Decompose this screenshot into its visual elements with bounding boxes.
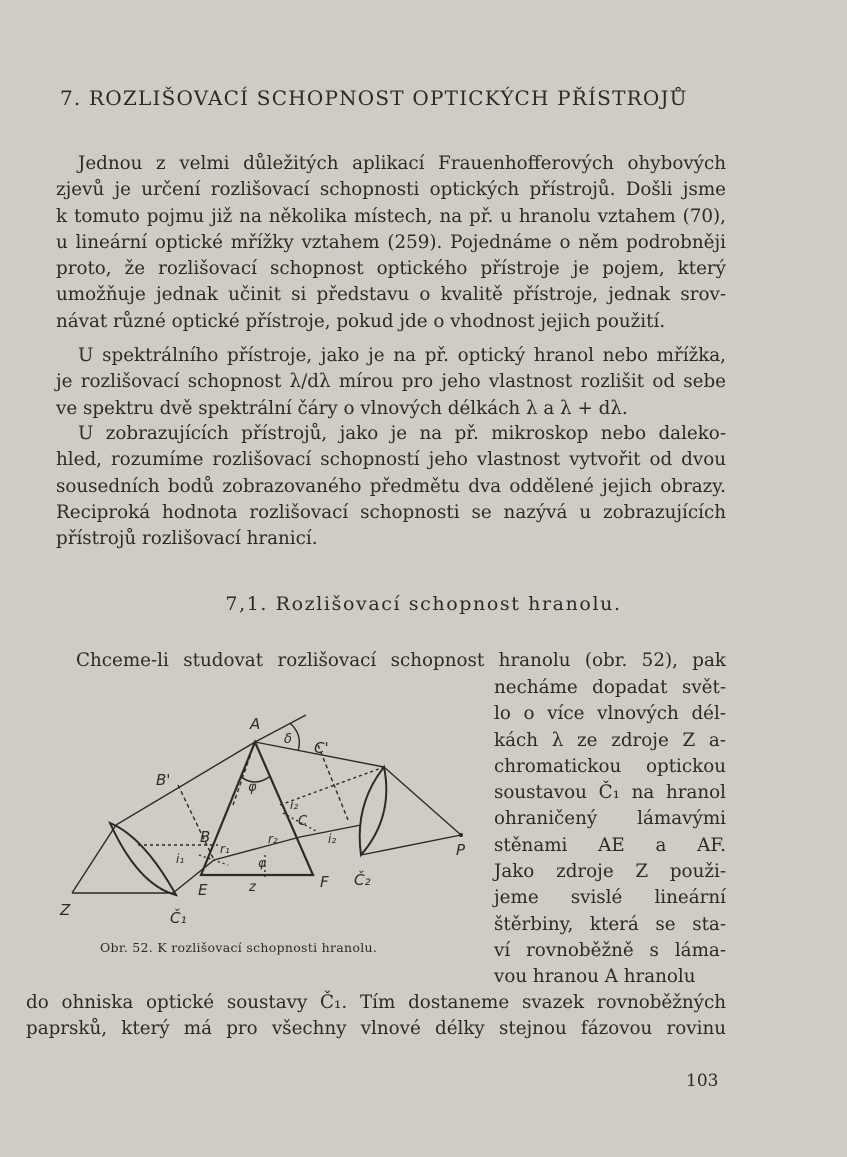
text-line: soustavou Č₁ na hranol — [494, 782, 726, 804]
label-i2-lower: i₂ — [328, 832, 337, 846]
label-phi: φ — [248, 780, 257, 795]
ray — [116, 742, 255, 825]
lens-c2 — [360, 767, 387, 855]
text-line: hled, rozumíme rozlišovací schopností jeho vlastnost vytvořit od dvou — [56, 449, 726, 471]
paragraph-4-first-line — [56, 648, 726, 674]
page-number: 103 — [686, 1071, 719, 1091]
text-line: kách λ ze zdroje Z a- — [494, 729, 726, 751]
label-F: F — [320, 873, 329, 891]
text-line: paprsků, který má pro všechny vlnové délky stejnou fázovou rovinu — [26, 1018, 726, 1040]
text-line: umožňuje jednak učinit si představu o kvalitě přístroje, jednak srov- — [56, 284, 726, 306]
text-line: Jako zdroje Z použi- — [494, 861, 726, 883]
text-line: štěrbiny, která se sta- — [494, 913, 726, 935]
label-phi-lower: φ — [258, 856, 266, 870]
label-i1: i₁ — [176, 852, 185, 866]
text-line: do ohniska optické soustavy Č₁. Tím dostaneme svazek rovnoběžných — [26, 992, 726, 1013]
ray — [384, 767, 461, 835]
paragraph-3 — [56, 421, 726, 552]
paragraph-1 — [56, 151, 726, 335]
label-P: P — [456, 841, 466, 859]
text-line: u lineární optické mřížky vztahem (259). Pojednáme o něm podrobněji — [56, 231, 726, 253]
text-line: lo o více vlnových dél- — [494, 703, 726, 725]
section-title: 7,1. Rozlišovací schopnost hranolu. — [225, 593, 622, 615]
text-line: Reciproká hodnota rozlišovací schopnosti se nazývá u zobrazujících — [56, 501, 726, 523]
figure-caption: Obr. 52. K rozlišovací schopnosti hranolu. — [100, 940, 378, 955]
focus-point — [459, 833, 463, 837]
text-line: ohraničený lámavými — [494, 808, 726, 830]
text-line: necháme dopadat svět- — [494, 677, 726, 698]
text-line: sousedních bodů zobrazovaného předmětu dva oddělené jejich obrazy. — [56, 475, 726, 497]
text-line: Jednou z velmi důležitých aplikací Frauenhofferových ohybových — [78, 153, 726, 174]
label-A: A — [250, 715, 261, 733]
text-line: Chceme-li studovat rozlišovací schopnost hranolu (obr. 52), pak — [76, 650, 726, 671]
paragraph-4-right-column — [494, 675, 726, 991]
ray — [361, 835, 461, 855]
label-C1: Č₁ — [170, 909, 187, 927]
label-r1: r₁ — [220, 842, 230, 856]
wavefront — [233, 742, 255, 805]
label-C2: Č₂ — [354, 871, 371, 889]
ray — [72, 825, 116, 893]
text-line: ve spektru dvě spektrální čáry o vlnových délkách λ a λ + dλ. — [56, 397, 628, 419]
label-B: B — [200, 828, 211, 846]
text-line: vou hranou A hranolu — [494, 966, 696, 988]
text-line: chromatickou optickou — [494, 755, 726, 777]
text-line: je rozlišovací schopnost λ/dλ mírou pro jeho vlastnost rozlišit od sebe — [56, 371, 726, 393]
text-line: návat různé optické přístroje, pokud jde o vhodnost jejich použití. — [56, 310, 666, 332]
label-delta: δ — [284, 732, 292, 747]
prism-diagram — [58, 705, 488, 960]
label-C-prime: C' — [314, 739, 329, 757]
text-line: přístrojů rozlišovací hranicí. — [56, 528, 318, 550]
label-i2-upper: i₂ — [290, 798, 299, 812]
lens-c1 — [110, 823, 176, 895]
text-line: zjevů je určení rozlišovací schopnosti optických přístrojů. Došli jsme — [56, 179, 726, 201]
text-line: U zobrazujících přístrojů, jako je na př. mikroskop nebo daleko- — [78, 423, 726, 444]
wavefront — [178, 785, 214, 860]
chapter-title: 7. ROZLIŠOVACÍ SCHOPNOST OPTICKÝCH PŘÍSTROJŮ — [60, 86, 688, 110]
normal-line — [199, 855, 228, 865]
text-line: jeme svislé lineární — [494, 887, 726, 909]
label-C: C — [298, 814, 308, 829]
text-line: proto, že rozlišovací schopnost optického přístroje je pojem, který — [56, 258, 726, 280]
paragraph-2 — [56, 343, 726, 422]
text-line: k tomuto pojmu již na několika místech, na př. u hranolu vztahem (70), — [56, 205, 726, 227]
label-z: z — [249, 880, 256, 895]
label-B-prime: B' — [156, 771, 171, 789]
text-line: U spektrálního přístroje, jako je na př. optický hranol nebo mřížka, — [78, 345, 726, 366]
paragraph-4-bottom — [26, 990, 726, 1043]
label-E: E — [198, 881, 208, 899]
label-Z: Z — [60, 901, 71, 919]
text-line: stěnami AE a AF. — [494, 834, 726, 856]
text-line: ví rovnoběžně s láma- — [494, 939, 726, 961]
label-r2: r₂ — [268, 832, 278, 846]
